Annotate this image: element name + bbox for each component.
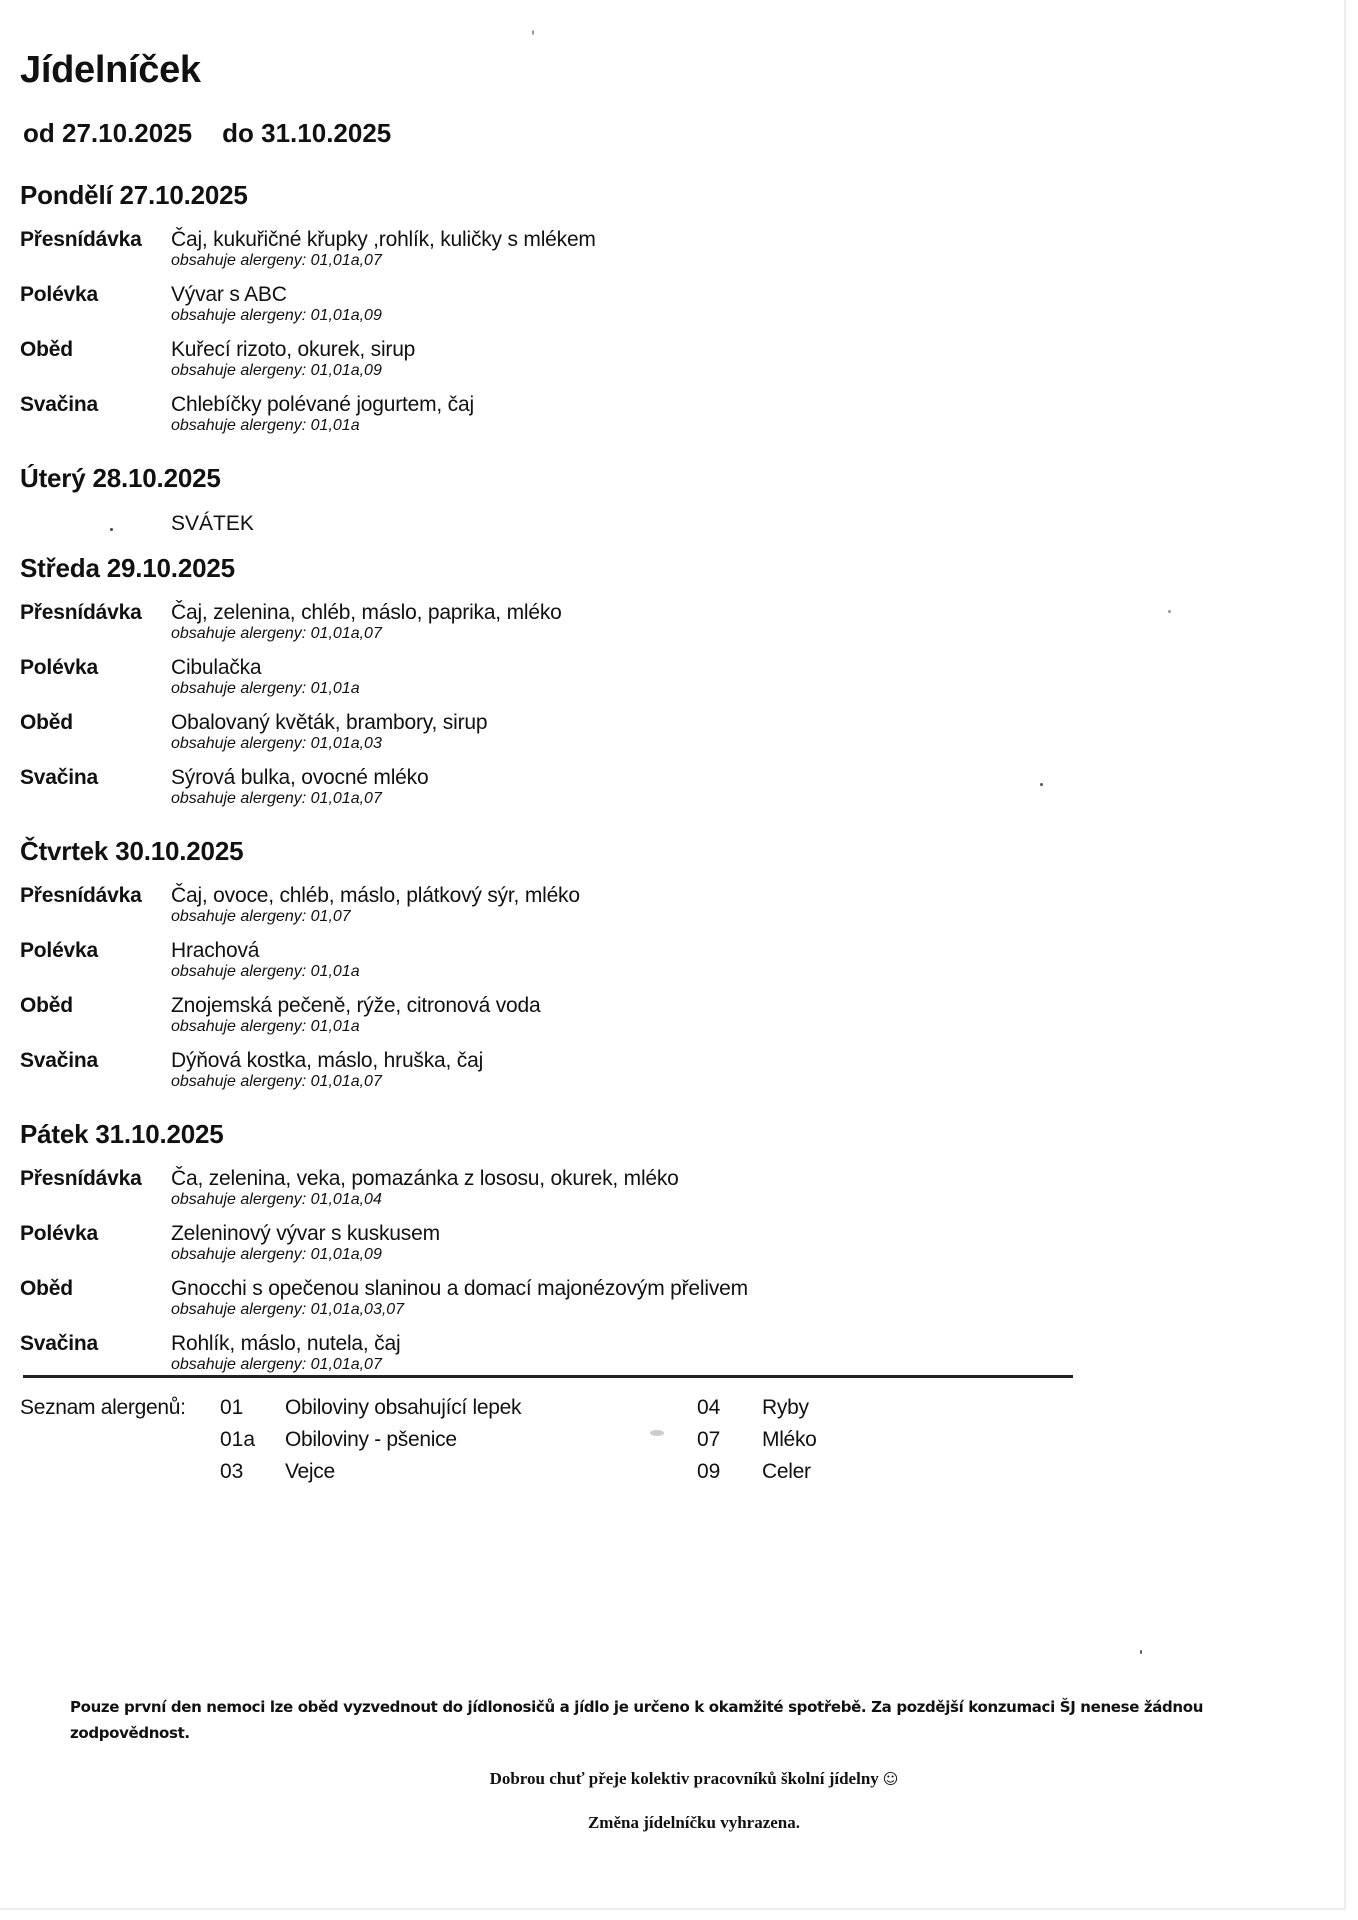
meal-snack-afternoon (20, 392, 1220, 447)
meal-food: Sýrová bulka, ovocné mléko (171, 766, 429, 789)
allergen-name: Obiloviny - pšenice (285, 1428, 457, 1451)
meal-allergens: obsahuje alergeny: 01,01a,07 (171, 625, 382, 642)
day-monday (20, 180, 1220, 447)
meal-food: Kuřecí rizoto, okurek, sirup (171, 338, 416, 361)
day-tuesday (20, 463, 1220, 553)
range-from-label: od (23, 118, 55, 148)
scan-speck (110, 528, 113, 531)
allergen-code: 04 (697, 1396, 721, 1419)
meal-allergens: obsahuje alergeny: 01,01a,07 (171, 790, 382, 807)
meal-allergens: obsahuje alergeny: 01,01a,07 (171, 1073, 382, 1090)
allergen-code: 09 (697, 1460, 721, 1483)
allergen-name: Mléko (762, 1428, 817, 1451)
meal-list (20, 227, 1220, 447)
meal-food: Ča, zelenina, veka, pomazánka z lososu, okurek, mléko (171, 1167, 679, 1190)
day-wednesday (20, 553, 1220, 820)
date-range (23, 118, 391, 149)
meal-allergens: obsahuje alergeny: 01,01a (171, 417, 360, 434)
range-to-label: do (222, 118, 254, 148)
meal-label: Přesnídávka (20, 1167, 142, 1190)
weekly-menu (20, 180, 1220, 1402)
meal-food: Hrachová (171, 939, 260, 962)
scan-speck (1168, 610, 1171, 613)
meal-lunch (20, 337, 1220, 392)
meal-allergens: obsahuje alergeny: 01,01a,09 (171, 307, 382, 324)
meal-snack-afternoon (20, 1048, 1220, 1103)
closing-wish (0, 1769, 1358, 1789)
meal-lunch (20, 1276, 1220, 1331)
meal-label: Oběd (20, 338, 73, 361)
meal-label: Polévka (20, 283, 98, 306)
change-disclaimer: Změna jídelníčku vyhrazena. (587, 1813, 801, 1832)
scan-speck (650, 1430, 664, 1436)
closing-wish-text: Dobrou chuť přeje kolektiv pracovníků školní jídelny (489, 1769, 879, 1788)
allergen-name: Celer (762, 1460, 811, 1483)
day-header: Pátek 31.10.2025 (20, 1119, 224, 1149)
meal-allergens: obsahuje alergeny: 01,01a (171, 1018, 360, 1035)
meal-food: Zeleninový vývar s kuskusem (171, 1222, 440, 1245)
meal-lunch (20, 710, 1220, 765)
meal-label: Oběd (20, 1277, 73, 1300)
meal-soup (20, 938, 1220, 993)
allergen-code: 01a (220, 1428, 256, 1451)
allergen-name: Ryby (762, 1396, 809, 1419)
meal-label: Polévka (20, 939, 98, 962)
meal-food: Čaj, zelenina, chléb, máslo, paprika, mléko (171, 601, 562, 624)
allergen-code: 01 (220, 1396, 244, 1419)
meal-list (20, 1166, 1220, 1386)
meal-label: Polévka (20, 1222, 98, 1245)
scan-speck (1140, 1650, 1142, 1654)
meal-label: Svačina (20, 393, 98, 416)
meal-allergens: obsahuje alergeny: 01,01a,09 (171, 1246, 382, 1263)
holiday-label: SVÁTEK (171, 512, 254, 535)
meal-food: Gnocchi s opečenou slaninou a domací majonézovým přelivem (171, 1277, 748, 1300)
separator-line (23, 1375, 1073, 1378)
meal-label: Svačina (20, 1049, 98, 1072)
meal-label: Přesnídávka (20, 228, 142, 251)
meal-allergens: obsahuje alergeny: 01,01a,09 (171, 362, 382, 379)
meal-lunch (20, 993, 1220, 1048)
day-friday (20, 1119, 1220, 1386)
meal-label: Svačina (20, 1332, 98, 1355)
allergen-name: Vejce (285, 1460, 335, 1483)
allergen-legend-title: Seznam alergenů: (20, 1396, 186, 1419)
day-header: Pondělí 27.10.2025 (20, 180, 248, 210)
meal-allergens: obsahuje alergeny: 01,01a (171, 680, 360, 697)
meal-label: Přesnídávka (20, 601, 142, 624)
meal-soup (20, 655, 1220, 710)
day-header: Úterý 28.10.2025 (20, 463, 221, 493)
meal-snack-afternoon (20, 765, 1220, 820)
range-to-date: 31.10.2025 (261, 118, 392, 148)
meal-food: Rohlík, máslo, nutela, čaj (171, 1332, 401, 1355)
allergen-name: Obiloviny obsahující lepek (285, 1396, 522, 1419)
day-header: Středa 29.10.2025 (20, 553, 235, 583)
meal-label: Svačina (20, 766, 98, 789)
scan-speck (532, 30, 534, 35)
meal-food: Čaj, ovoce, chléb, máslo, plátkový sýr, mléko (171, 884, 580, 907)
meal-list (20, 600, 1220, 820)
meal-soup (20, 1221, 1220, 1276)
meal-allergens: obsahuje alergeny: 01,01a (171, 963, 360, 980)
meal-snack-morning (20, 883, 1220, 938)
meal-label: Přesnídávka (20, 884, 142, 907)
meal-food: Vývar s ABC (171, 283, 287, 306)
meal-snack-morning (20, 600, 1220, 655)
range-from-date: 27.10.2025 (62, 118, 193, 148)
meal-snack-morning (20, 227, 1220, 282)
meal-food: Chlebíčky polévané jogurtem, čaj (171, 393, 474, 416)
pickup-notice: Pouze první den nemoci lze oběd vyzvednout do jídlonosičů a jídlo je určeno k okamžité spotřebě. Za pozdější konzumaci ŠJ nenese žádnou zodpovědnost. (70, 1698, 1204, 1742)
meal-food: Dýňová kostka, máslo, hruška, čaj (171, 1049, 484, 1072)
meal-food: Cibulačka (171, 656, 262, 679)
meal-allergens: obsahuje alergeny: 01,01a,07 (171, 1356, 382, 1373)
meal-list (20, 883, 1220, 1103)
meal-food: Čaj, kukuřičné křupky ,rohlík, kuličky s mlékem (171, 228, 596, 251)
meal-allergens: obsahuje alergeny: 01,01a,07 (171, 252, 382, 269)
meal-label: Polévka (20, 656, 98, 679)
meal-food: Obalovaný květák, brambory, sirup (171, 711, 488, 734)
allergen-code: 07 (697, 1428, 721, 1451)
meal-allergens: obsahuje alergeny: 01,01a,03 (171, 735, 382, 752)
meal-soup (20, 282, 1220, 337)
allergen-code: 03 (220, 1460, 244, 1483)
holiday-row (20, 505, 1220, 553)
meal-snack-morning (20, 1166, 1220, 1221)
smiley-icon: ☺ (882, 1770, 899, 1788)
meal-allergens: obsahuje alergeny: 01,01a,03,07 (171, 1301, 405, 1318)
meal-food: Znojemská pečeně, rýže, citronová voda (171, 994, 541, 1017)
day-header: Čtvrtek 30.10.2025 (20, 836, 244, 866)
page-title: Jídelníček (20, 49, 201, 91)
scan-speck (1040, 783, 1043, 786)
meal-label: Oběd (20, 994, 73, 1017)
meal-allergens: obsahuje alergeny: 01,07 (171, 908, 351, 925)
day-thursday (20, 836, 1220, 1103)
meal-allergens: obsahuje alergeny: 01,01a,04 (171, 1191, 382, 1208)
meal-label: Oběd (20, 711, 73, 734)
